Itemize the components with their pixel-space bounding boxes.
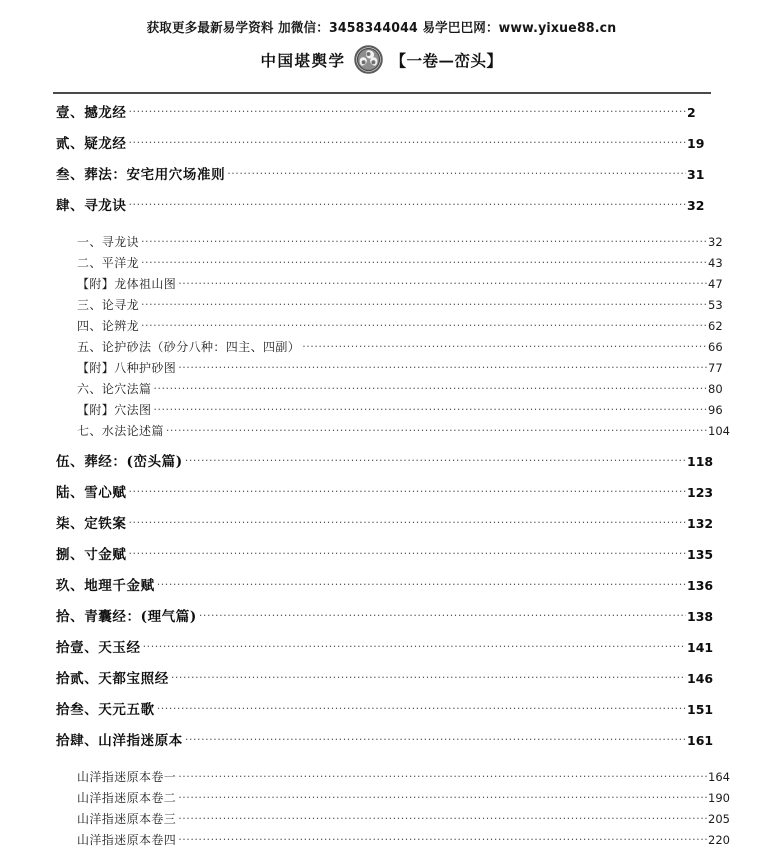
toc-entry-page-number: 136 — [687, 578, 714, 593]
toc-entry-label: 【附】龙体祖山图 — [77, 277, 177, 291]
toc-entry[interactable] — [56, 481, 713, 512]
toc-entry-page-number: 80 — [708, 382, 723, 396]
toc-entry-page-number: 146 — [687, 671, 714, 686]
toc-entry-page-number: 19 — [687, 136, 705, 151]
toc-entry-label: 一、寻龙诀 — [77, 235, 140, 249]
toc-leader-dots — [302, 335, 707, 351]
toc-leader-dots — [185, 729, 686, 745]
toc-entry[interactable] — [56, 667, 713, 698]
toc-entry-page-number: 96 — [708, 403, 723, 417]
toc-entry-page-number: 138 — [687, 609, 714, 624]
toc-entry[interactable] — [56, 293, 734, 314]
toc-entry-page-number: 32 — [687, 198, 705, 213]
toc-entry-page-number: 135 — [687, 547, 714, 562]
toc-entry[interactable] — [56, 335, 734, 356]
toc-entry[interactable] — [56, 101, 713, 132]
toc-entry-page-number: 2 — [687, 105, 696, 120]
toc-entry-label: 山洋指迷原本卷一 — [77, 770, 177, 784]
header-divider — [0, 92, 763, 95]
toc-entry-label: 山洋指迷原本卷三 — [77, 812, 177, 826]
toc-leader-dots — [178, 356, 707, 372]
toc-entry-label: 山洋指迷原本卷四 — [77, 833, 177, 847]
toc-entry[interactable] — [56, 163, 713, 194]
toc-leader-dots — [178, 807, 707, 823]
toc-entry[interactable] — [56, 398, 734, 419]
toc-entry-page-number: 123 — [687, 485, 714, 500]
toc-entry[interactable] — [56, 512, 713, 543]
toc-entry-page-number: 104 — [708, 424, 730, 438]
toc-entry-label: 【附】穴法图 — [77, 403, 152, 417]
toc-entry-label: 贰、疑龙经 — [56, 136, 127, 152]
toc-group-spacer — [56, 440, 713, 450]
toc-entry-label: 六、论穴法篇 — [77, 382, 152, 396]
book-title-main: 中国堪舆学 — [260, 50, 346, 70]
toc-leader-dots — [141, 293, 707, 309]
toc-entry-label: 肆、寻龙诀 — [56, 198, 127, 214]
toc-entry[interactable] — [56, 807, 734, 828]
toc-entry[interactable] — [56, 574, 713, 605]
toc-entry-page-number: 151 — [687, 702, 714, 717]
book-title-row — [0, 45, 763, 74]
toc-leader-dots — [141, 251, 707, 267]
toc-entry-label: 【附】八种护砂图 — [77, 361, 177, 375]
toc-entry[interactable] — [56, 132, 713, 163]
toc-entry-page-number: 77 — [708, 361, 723, 375]
toc-leader-dots — [157, 698, 686, 714]
toc-entry-label: 三、论寻龙 — [77, 298, 140, 312]
toc-leader-dots — [153, 398, 707, 414]
toc-leader-dots — [178, 786, 707, 802]
toc-leader-dots — [166, 419, 707, 435]
toc-leader-dots — [141, 230, 707, 246]
promo-banner — [0, 0, 763, 36]
toc-entry-label: 拾叁、天元五歌 — [56, 702, 155, 718]
toc-entry-page-number: 31 — [687, 167, 705, 182]
toc-leader-dots — [129, 101, 687, 117]
toc-entry-label: 壹、撼龙经 — [56, 105, 127, 121]
toc-entry[interactable] — [56, 377, 734, 398]
toc-leader-dots — [153, 377, 707, 393]
toc-entry-label: 叁、葬法：安宅用穴场准则 — [56, 167, 226, 183]
toc-leader-dots — [141, 314, 707, 330]
toc-entry[interactable] — [56, 314, 734, 335]
toc-leader-dots — [129, 512, 687, 528]
toc-leader-dots — [178, 272, 707, 288]
toc-entry[interactable] — [56, 636, 713, 667]
toc-entry-page-number: 66 — [708, 340, 723, 354]
toc-entry-page-number: 205 — [708, 812, 730, 826]
toc-entry-page-number: 164 — [708, 770, 730, 784]
toc-entry[interactable] — [56, 729, 713, 760]
toc-leader-dots — [129, 481, 687, 497]
toc-entry-page-number: 161 — [687, 733, 714, 748]
toc-leader-dots — [129, 194, 687, 210]
toc-entry[interactable] — [56, 356, 734, 377]
toc-entry[interactable] — [56, 194, 713, 225]
toc-entry-page-number: 43 — [708, 256, 723, 270]
book-title-volume: 【一卷—峦头】 — [390, 50, 503, 70]
toc-entry-label: 七、水法论述篇 — [77, 424, 164, 438]
toc-entry-label: 二、平洋龙 — [77, 256, 140, 270]
toc-entry-label: 四、论辨龙 — [77, 319, 140, 333]
toc-entry-page-number: 32 — [708, 235, 723, 249]
toc-entry[interactable] — [56, 419, 734, 440]
toc-entry-label: 拾贰、天都宝照经 — [56, 671, 169, 687]
toc-entry-page-number: 62 — [708, 319, 723, 333]
promo-text: 获取更多最新易学资料 加微信：3458344044 易学巴巴网：www.yixue88.cn — [146, 19, 617, 36]
toc-entry-label: 伍、葬经：(峦头篇) — [56, 454, 183, 470]
toc-entry-label: 拾壹、天玉经 — [56, 640, 141, 656]
toc-entry[interactable] — [56, 605, 713, 636]
table-of-contents — [0, 101, 763, 849]
toc-entry-page-number: 132 — [687, 516, 714, 531]
toc-leader-dots — [199, 605, 686, 621]
toc-entry-page-number: 47 — [708, 277, 723, 291]
toc-entry-label: 拾肆、山洋指迷原本 — [56, 733, 183, 749]
toc-entry[interactable] — [56, 698, 713, 729]
toc-entry-page-number: 118 — [687, 454, 714, 469]
toc-entry[interactable] — [56, 786, 734, 807]
toc-entry-label: 柒、定铁案 — [56, 516, 127, 532]
toc-entry-label: 玖、地理千金赋 — [56, 578, 155, 594]
toc-entry-page-number: 220 — [708, 833, 730, 847]
toc-entry[interactable] — [56, 251, 734, 272]
three-comma-circular-emblem-icon — [354, 45, 383, 74]
toc-entry-page-number: 53 — [708, 298, 723, 312]
toc-entry-page-number: 141 — [687, 640, 714, 655]
toc-entry[interactable] — [56, 828, 734, 849]
toc-leader-dots — [129, 132, 687, 148]
toc-entry[interactable] — [56, 230, 734, 251]
toc-entry-label: 陆、雪心赋 — [56, 485, 127, 501]
toc-entry-label: 五、论护砂法（砂分八种：四主、四副） — [77, 340, 301, 354]
toc-leader-dots — [171, 667, 686, 683]
toc-leader-dots — [157, 574, 686, 590]
toc-entry[interactable] — [56, 543, 713, 574]
toc-entry-label: 拾、青囊经：(理气篇) — [56, 609, 197, 625]
toc-leader-dots — [227, 163, 686, 179]
toc-leader-dots — [185, 450, 686, 466]
toc-leader-dots — [143, 636, 686, 652]
toc-entry-page-number: 190 — [708, 791, 730, 805]
toc-entry[interactable] — [56, 765, 734, 786]
toc-entry-label: 捌、寸金赋 — [56, 547, 127, 563]
toc-entry[interactable] — [56, 272, 734, 293]
toc-leader-dots — [178, 828, 707, 844]
toc-entry-label: 山洋指迷原本卷二 — [77, 791, 177, 805]
toc-entry[interactable] — [56, 450, 713, 481]
toc-leader-dots — [178, 765, 707, 781]
toc-leader-dots — [129, 543, 687, 559]
